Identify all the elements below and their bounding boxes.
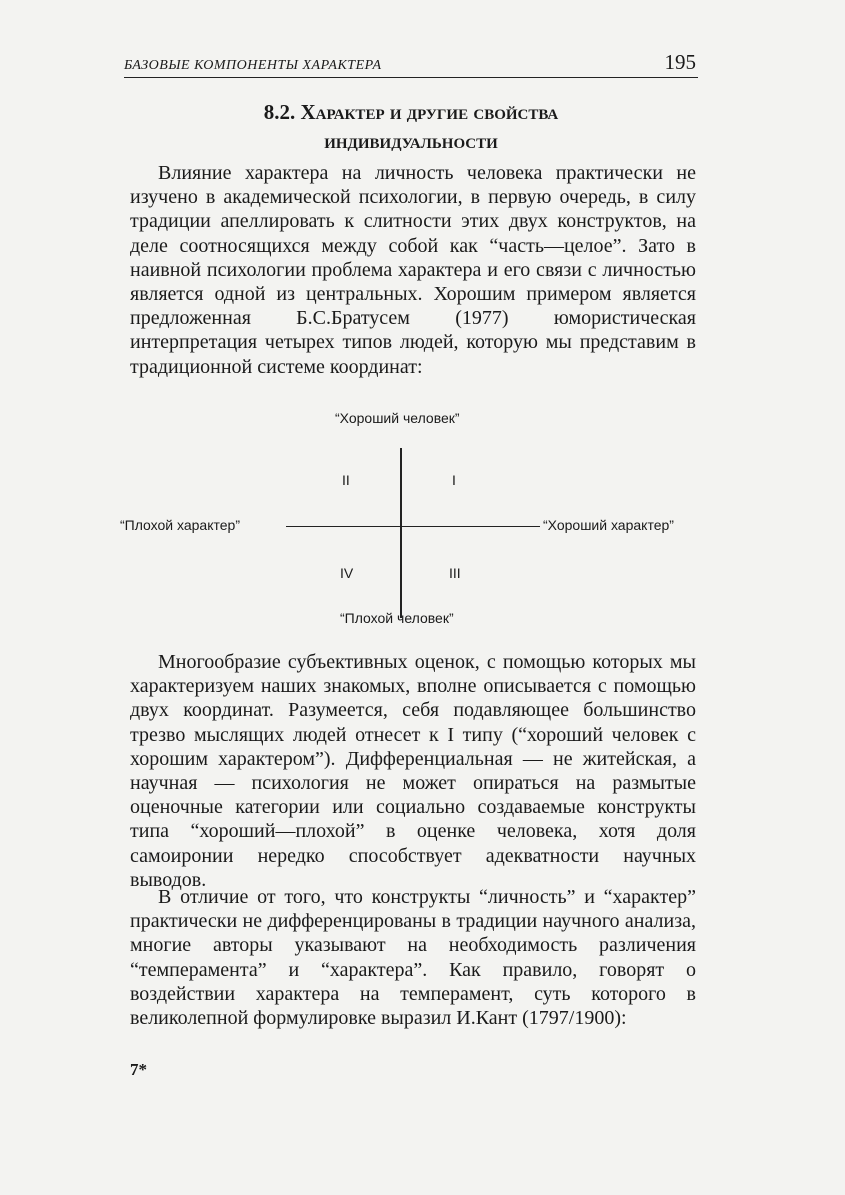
diagram-right-label: “Хороший характер” <box>543 517 674 533</box>
paragraph-evaluations: Многообразие субъективных оценок, с помощью которых мы характеризуем наших знакомых, вполне описывается с помощью двух координат. Разумеется, себя подавляющее большинство трезво мыслящих людей отнесет к I типу (“хороший человек с хорошим характером”). Дифференциальная — не житейская, а научная — психология не может опираться на размытые оценочные категории или социально создаваемые конструкты типа “хороший—плохой” в оценке человека, хотя доля самоиронии нередко способствует адекватности научных выводов. <box>130 651 696 891</box>
section-heading-line2: индивидуальности <box>324 129 498 153</box>
diagram-top-label: “Хороший человек” <box>335 410 460 426</box>
page-number: 195 <box>664 50 696 74</box>
quadrant-iv-label: IV <box>340 565 354 581</box>
running-head <box>124 50 696 76</box>
section-heading-line1: 8.2. Характер и другие свойства <box>263 100 559 124</box>
signature-mark: 7* <box>130 1060 147 1079</box>
vertical-axis <box>400 448 402 618</box>
diagram-bottom-label: “Плохой человек” <box>340 610 454 626</box>
quadrant-ii-label: II <box>342 472 350 488</box>
coordinate-diagram <box>110 405 730 635</box>
quadrant-iii-label: III <box>449 565 461 581</box>
header-divider <box>124 77 698 78</box>
quadrant-i-label: I <box>452 472 456 488</box>
running-title: БАЗОВЫЕ КОМПОНЕНТЫ ХАРАКТЕРА <box>124 58 382 73</box>
horizontal-axis <box>286 526 540 527</box>
paragraph-intro: Влияние характера на личность человека практически не изучено в академической психологии, в первую очередь, в силу традиции апеллировать к слитности этих двух конструктов, на деле соотносящихся между собой как “часть—целое”. Зато в наивной психологии проблема характера и его связи с личностью является одной из центральных. Хорошим примером является предложенная Б.С.Братусем (1977) юмористическая интерпретация четырех типов людей, которую мы представим в традиционной системе координат: <box>130 162 696 378</box>
section-heading <box>124 98 698 156</box>
paragraph-temperament: В отличие от того, что конструкты “личность” и “характер” практически не дифференцированы в традиции научного анализа, многие авторы указывают на необходимость различения “темперамента” и “характера”. Как правило, говорят о воздействии характера на темперамент, суть которого в великолепной формулировке выразил И.Кант (1797/1900): <box>130 886 696 1030</box>
diagram-left-label: “Плохой характер” <box>120 517 240 533</box>
